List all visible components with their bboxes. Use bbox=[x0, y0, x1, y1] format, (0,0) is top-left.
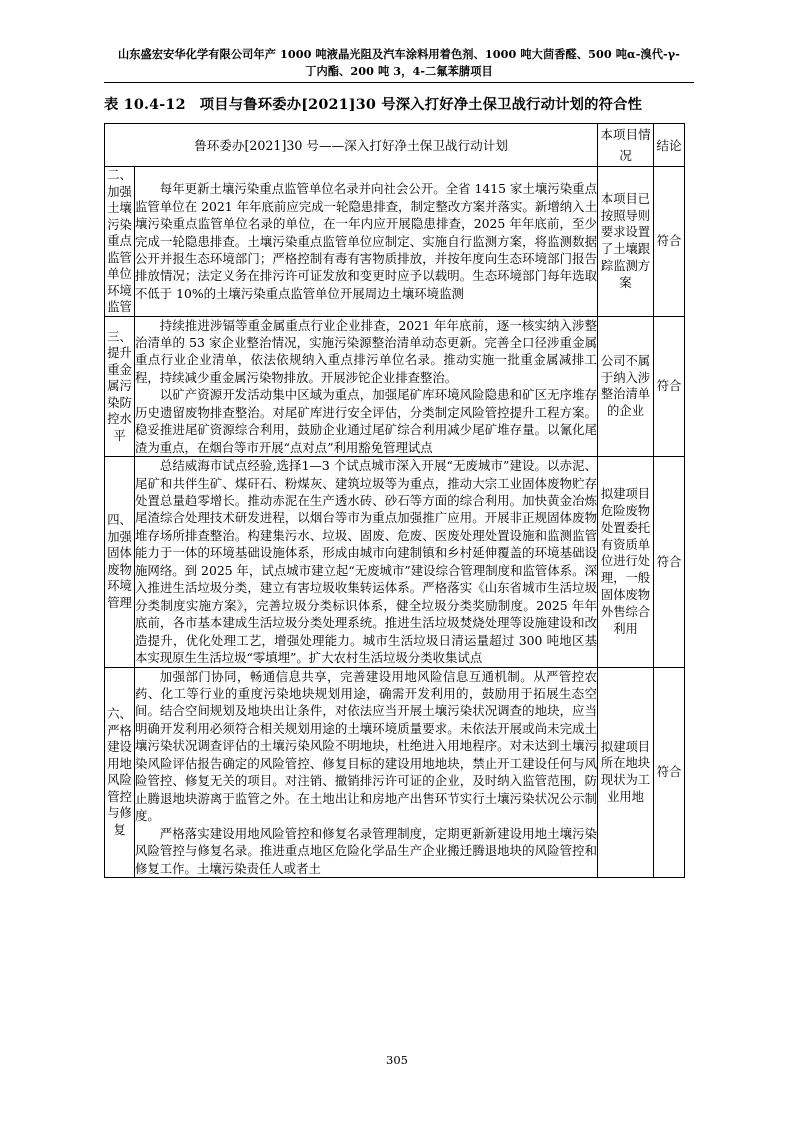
table-row bbox=[105, 316, 685, 457]
row-project-case: 拟建项目危险废物处置委托有资质单位进行处理，一般固体废物外售综合利用 bbox=[598, 457, 654, 667]
row-conclusion: 符合 bbox=[654, 167, 685, 317]
policy-paragraph: 持续推进涉镉等重金属重点行业企业排查，2021 年年底前，逐一核实纳入涉整治清单的 53 家企业整治情况，实施污染源整治清单动态更新。完善全口径涉重金属重点行业企业清单，依法依规纳入重点排污单位名录。推动实施一批重金属减排工程，持续减少重金属污染物排放。开展涉铊企业排查整治。 bbox=[135, 317, 597, 385]
row-conclusion: 符合 bbox=[654, 457, 685, 667]
policy-paragraph: 严格落实建设用地风险管控和修复名录管理制度，定期更新新建设用地土壤污染风险管控与修复名录。推进重点地区危险化学品生产企业搬迁腾退地块的风险管控和修复工作。土壤污染责任人或者土 bbox=[135, 825, 597, 876]
row-policy-content bbox=[135, 316, 598, 457]
compliance-table bbox=[104, 123, 685, 878]
row-conclusion: 符合 bbox=[654, 667, 685, 877]
page-number: 305 bbox=[386, 1053, 408, 1067]
table-row bbox=[105, 667, 685, 877]
page-footer bbox=[0, 1053, 794, 1067]
row-project-case: 公司不属于纳入涉整治清单的企业 bbox=[598, 316, 654, 457]
row-project-case: 本项目已按照导则要求设置了土壤跟踪监测方案 bbox=[598, 167, 654, 317]
column-header-project: 本项目情况 bbox=[598, 124, 654, 167]
row-conclusion: 符合 bbox=[654, 316, 685, 457]
running-header bbox=[104, 46, 694, 79]
policy-paragraph: 总结威海市试点经验,选择1—3 个试点城市深入开展“无废城市”建设。以赤泥、尾矿和共伴生矿、煤矸石、粉煤灰、建筑垃圾等为重点，推动大宗工业固体废物贮存处置总量趋零增长。推动赤泥在生产透水砖、砂石等方面的综合利用。加快黄金冶炼尾渣综合处理技术研发进程，以烟台等市为重点加强推广应用。开展非正规固体废物堆存场所排查整治。构建集污水、垃圾、固废、危废、医废处理处置设施和监测监管能力于一体的环境基础设施体系，形成由城市向建制镇和乡村延伸覆盖的环境基础设施网络。到 2025 年，试点城市建立起“无废城市”建设综合管理制度和监管体系。深入推进生活垃圾分类，建立有害垃圾收集转运体系。严格落实《山东省城市生活垃圾分类制度实施方案》，完善垃圾分类标识体系，健全垃圾分类奖励制度。2025 年年底前，各市基本建成生活垃圾分类处理系统。推进生活垃圾焚烧处理等设施建设和改造提升，优化处理工艺，增强处理能力。城市生活垃圾日清运量超过 300 吨地区基本实现原生生活垃圾“零填埋”。扩大农村生活垃圾分类收集试点 bbox=[135, 458, 597, 666]
table-row bbox=[105, 167, 685, 317]
table-header-row bbox=[105, 124, 685, 167]
row-category: 三、提升重金属污染防控水平 bbox=[105, 316, 135, 457]
row-policy-content bbox=[135, 457, 598, 667]
table-caption-number: 表 10.4-12 bbox=[104, 97, 186, 113]
row-policy-content bbox=[135, 667, 598, 877]
column-header-conclusion: 结论 bbox=[654, 124, 685, 167]
table-caption bbox=[104, 96, 694, 115]
policy-paragraph: 以矿产资源开发活动集中区域为重点，加强尾矿库环境风险隐患和矿区无序堆存历史遗留废物排查整治。对尾矿库进行安全评估，分类制定风险管控提升工程方案。稳妥推进尾矿资源综合利用，鼓励企业通过尾矿综合利用减少尾矿堆存量。以氰化尾渣为重点，在烟台等市开展“点对点”利用豁免管理试点 bbox=[135, 387, 597, 455]
table-row bbox=[105, 457, 685, 667]
row-project-case: 拟建项目所在地块现状为工业用地 bbox=[598, 667, 654, 877]
row-category: 六、严格建设用地风险管控与修复 bbox=[105, 667, 135, 877]
row-category: 二、加强土壤污染重点监管单位环境监管 bbox=[105, 167, 135, 317]
table-caption-text: 项目与鲁环委办[2021]30 号深入打好净土保卫战行动计划的符合性 bbox=[199, 97, 643, 113]
policy-paragraph: 每年更新土壤污染重点监管单位名录并向社会公开。全省 1415 家土壤污染重点监管单位在 2021 年年底前应完成一轮隐患排查，制定整改方案并落实。新增纳入土壤污染重点监管单位名录的单位，在一年内应开展隐患排查，2025 年年底前，至少完成一轮隐患排查。土壤污染重点监管单位应制定、实施自行监测方案，将监测数据公开并报生态环境部门；严格控制有毒有害物质排放，并按年度向生态环境部门报告排放情况；法定义务在排污许可证发放和变更时应予以载明。生态环境部门每年选取不低于 10%的土壤污染重点监管单位开展周边土壤环境监测 bbox=[135, 181, 597, 301]
row-category: 四、加强固体废物环境管理 bbox=[105, 457, 135, 667]
running-header-line-2: 丁内酯、200 吨 3，4-二氟苯腈项目 bbox=[305, 63, 493, 78]
policy-paragraph: 加强部门协同，畅通信息共享，完善建设用地风险信息互通机制。从严管控农药、化工等行业的重度污染地块规划用途，确需开发利用的，鼓励用于拓展生态空间。结合空间规划及地块出让条件，对依法应当开展土壤污染状况调查的地块，应当明确开发利用必须符合相关规划用途的土壤环境质量要求。未依法开展或尚未完成土壤污染状况调查评估的土壤污染风险不明地块，杜绝进入用地程序。对未达到土壤污染风险评估报告确定的风险管控、修复目标的建设用地地块，禁止开工建设任何与风险管控、修复无关的项目。对注销、撤销排污许可证的企业，及时纳入监管范围，防止腾退地块游离于监管之外。在土地出让和房地产出售环节实行土壤污染状况公示制度。 bbox=[135, 668, 597, 824]
column-header-policy: 鲁环委办[2021]30 号——深入打好净土保卫战行动计划 bbox=[105, 124, 598, 167]
running-header-line-1: 山东盛宏安华化学有限公司年产 1000 吨液晶光阻及汽车涂料用着色剂、1000 吨大茴香醛、500 吨α-溴代-γ- bbox=[117, 47, 681, 61]
row-policy-content bbox=[135, 167, 598, 317]
header-divider bbox=[104, 82, 694, 83]
